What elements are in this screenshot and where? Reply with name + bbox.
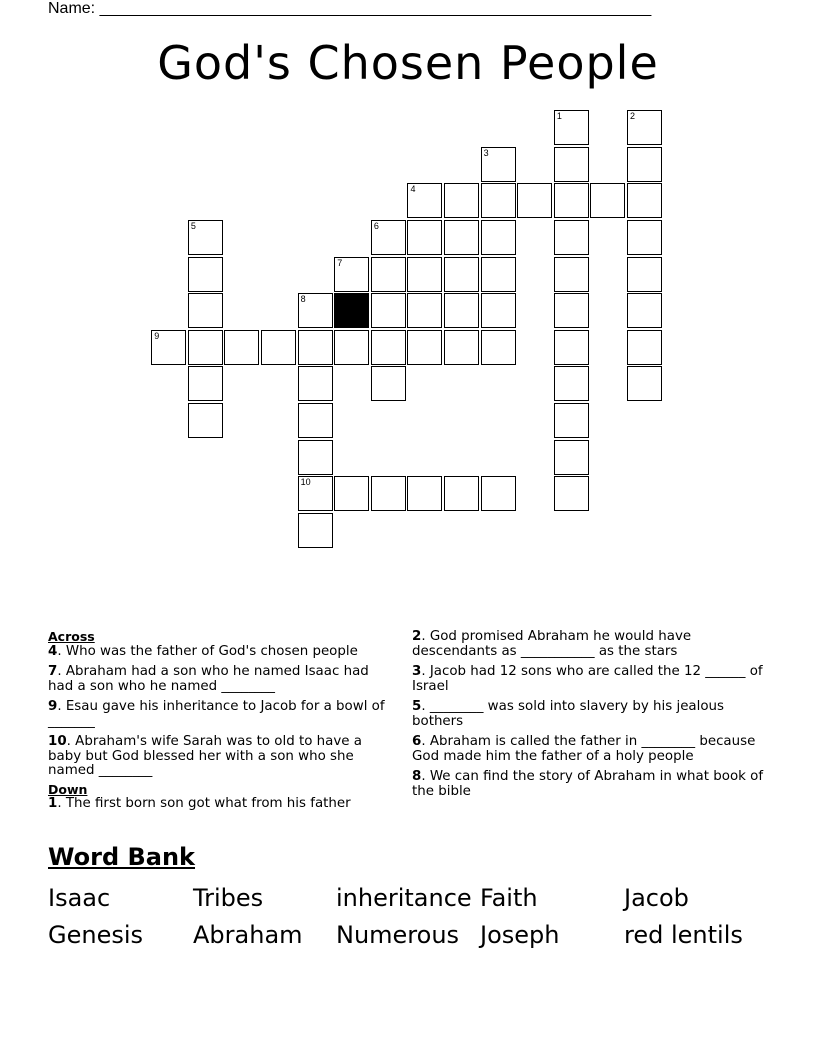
grid-cell[interactable] — [371, 220, 406, 255]
grid-cell[interactable] — [371, 476, 406, 511]
grid-cell[interactable] — [554, 403, 589, 438]
clue-number: 6 — [373, 221, 379, 232]
grid-cell[interactable] — [371, 293, 406, 328]
grid-cell[interactable] — [407, 476, 442, 511]
grid-cell[interactable] — [627, 147, 662, 182]
grid-cell[interactable] — [188, 366, 223, 401]
grid-cell[interactable] — [371, 366, 406, 401]
word-bank-word: inheritance — [336, 884, 472, 912]
word-bank-word: Isaac — [48, 884, 111, 912]
word-bank-word: Joseph — [480, 921, 560, 949]
word-bank-word: Abraham — [193, 921, 303, 949]
grid-cell[interactable] — [627, 183, 662, 218]
grid-cell[interactable] — [554, 476, 589, 511]
grid-cell[interactable] — [298, 403, 333, 438]
clue-number: 8 — [300, 294, 306, 305]
grid-cell[interactable] — [188, 293, 223, 328]
grid-cell[interactable] — [444, 220, 479, 255]
grid-cell[interactable] — [407, 330, 442, 365]
grid-cell[interactable] — [481, 476, 516, 511]
grid-cell[interactable] — [444, 183, 479, 218]
grid-cell[interactable] — [554, 110, 589, 145]
grid-cell[interactable] — [407, 293, 442, 328]
clue-number: 5 — [190, 221, 196, 232]
grid-cell[interactable] — [444, 330, 479, 365]
grid-cell[interactable] — [554, 440, 589, 475]
grid-cell[interactable] — [444, 257, 479, 292]
grid-cell[interactable] — [554, 330, 589, 365]
grid-cell[interactable] — [407, 183, 442, 218]
grid-cell[interactable] — [188, 220, 223, 255]
grid-cell[interactable] — [554, 220, 589, 255]
clues-column-right — [412, 630, 772, 805]
grid-cell[interactable] — [481, 220, 516, 255]
grid-cell[interactable] — [334, 330, 369, 365]
across-heading: Across — [48, 629, 95, 644]
grid-cell[interactable] — [298, 513, 333, 548]
grid-cell[interactable] — [188, 257, 223, 292]
grid-cell[interactable] — [627, 257, 662, 292]
clue-number: 9 — [154, 330, 160, 341]
grid-cell[interactable] — [298, 330, 333, 365]
word-bank-word: Faith — [480, 884, 538, 912]
name-field-label: Name: ______________________________________________________________ — [48, 0, 652, 17]
clue-number: 10 — [300, 477, 311, 488]
grid-cell[interactable] — [444, 293, 479, 328]
grid-cell[interactable] — [627, 366, 662, 401]
puzzle-title: God's Chosen People — [157, 36, 659, 90]
grid-cell[interactable] — [627, 330, 662, 365]
grid-cell[interactable] — [151, 330, 186, 365]
word-bank-word: Genesis — [48, 921, 144, 949]
down-heading: Down — [48, 781, 88, 797]
clue-across-4: 4. Who was the father of God's chosen people — [48, 643, 358, 659]
word-bank-word: red lentils — [624, 921, 743, 949]
clue-down-5: 5. ________ was sold into slavery by his jealous bothers — [412, 699, 725, 729]
grid-cell[interactable] — [554, 147, 589, 182]
clue-number: 1 — [556, 111, 562, 122]
clue-down-6: 6. Abraham is called the father in ________ because God made him the father of a holy people — [412, 734, 756, 764]
grid-cell[interactable] — [627, 110, 662, 145]
clue-down-3: 3. Jacob had 12 sons who are called the 12 ______ of Israel — [412, 664, 763, 694]
clue-down-8: 8. We can find the story of Abraham in what book of the bible — [412, 769, 764, 799]
clue-number: 7 — [337, 257, 343, 268]
grid-cell[interactable] — [481, 257, 516, 292]
clue-number: 2 — [630, 111, 636, 122]
grid-cell[interactable] — [481, 330, 516, 365]
clue-down-2: 2. God promised Abraham he would have descendants as ___________ as the stars — [412, 629, 692, 659]
grid-cell[interactable] — [481, 183, 516, 218]
grid-cell[interactable] — [371, 257, 406, 292]
clue-across-7: 7. Abraham had a son who he named Isaac had had a son who he named ________ — [48, 664, 369, 694]
grid-cell[interactable] — [554, 366, 589, 401]
grid-cell[interactable] — [554, 293, 589, 328]
grid-cell[interactable] — [298, 440, 333, 475]
clue-number: 4 — [410, 184, 416, 195]
grid-cell[interactable] — [298, 293, 333, 328]
grid-cell[interactable] — [627, 293, 662, 328]
grid-cell[interactable] — [334, 476, 369, 511]
clue-across-9: 9. Esau gave his inheritance to Jacob for a bowl of _______ — [48, 699, 385, 729]
grid-cell[interactable] — [298, 366, 333, 401]
clues-column-left — [48, 630, 393, 818]
word-bank-word: Jacob — [624, 884, 689, 912]
grid-cell[interactable] — [481, 293, 516, 328]
word-bank-title: Word Bank — [48, 843, 196, 871]
word-bank-word: Numerous — [336, 921, 460, 949]
clue-down-1: 1. The first born son got what from his father — [48, 796, 351, 811]
grid-cell[interactable] — [407, 257, 442, 292]
grid-cell[interactable] — [517, 183, 552, 218]
grid-cell[interactable] — [554, 183, 589, 218]
grid-cell[interactable] — [261, 330, 296, 365]
word-bank-word: Tribes — [193, 884, 264, 912]
grid-cell[interactable] — [188, 403, 223, 438]
grid-block — [334, 293, 369, 328]
grid-cell[interactable] — [407, 220, 442, 255]
grid-cell[interactable] — [188, 330, 223, 365]
clue-across-10: 10. Abraham's wife Sarah was to old to have a baby but God blessed her with a son who she named ________ — [48, 734, 362, 778]
grid-cell[interactable] — [627, 220, 662, 255]
grid-cell[interactable] — [590, 183, 625, 218]
grid-cell[interactable] — [444, 476, 479, 511]
grid-cell[interactable] — [481, 147, 516, 182]
grid-cell[interactable] — [554, 257, 589, 292]
grid-cell[interactable] — [371, 330, 406, 365]
grid-cell[interactable] — [224, 330, 259, 365]
grid-cell[interactable] — [334, 257, 369, 292]
grid-cell[interactable] — [298, 476, 333, 511]
clue-number: 3 — [483, 147, 489, 158]
